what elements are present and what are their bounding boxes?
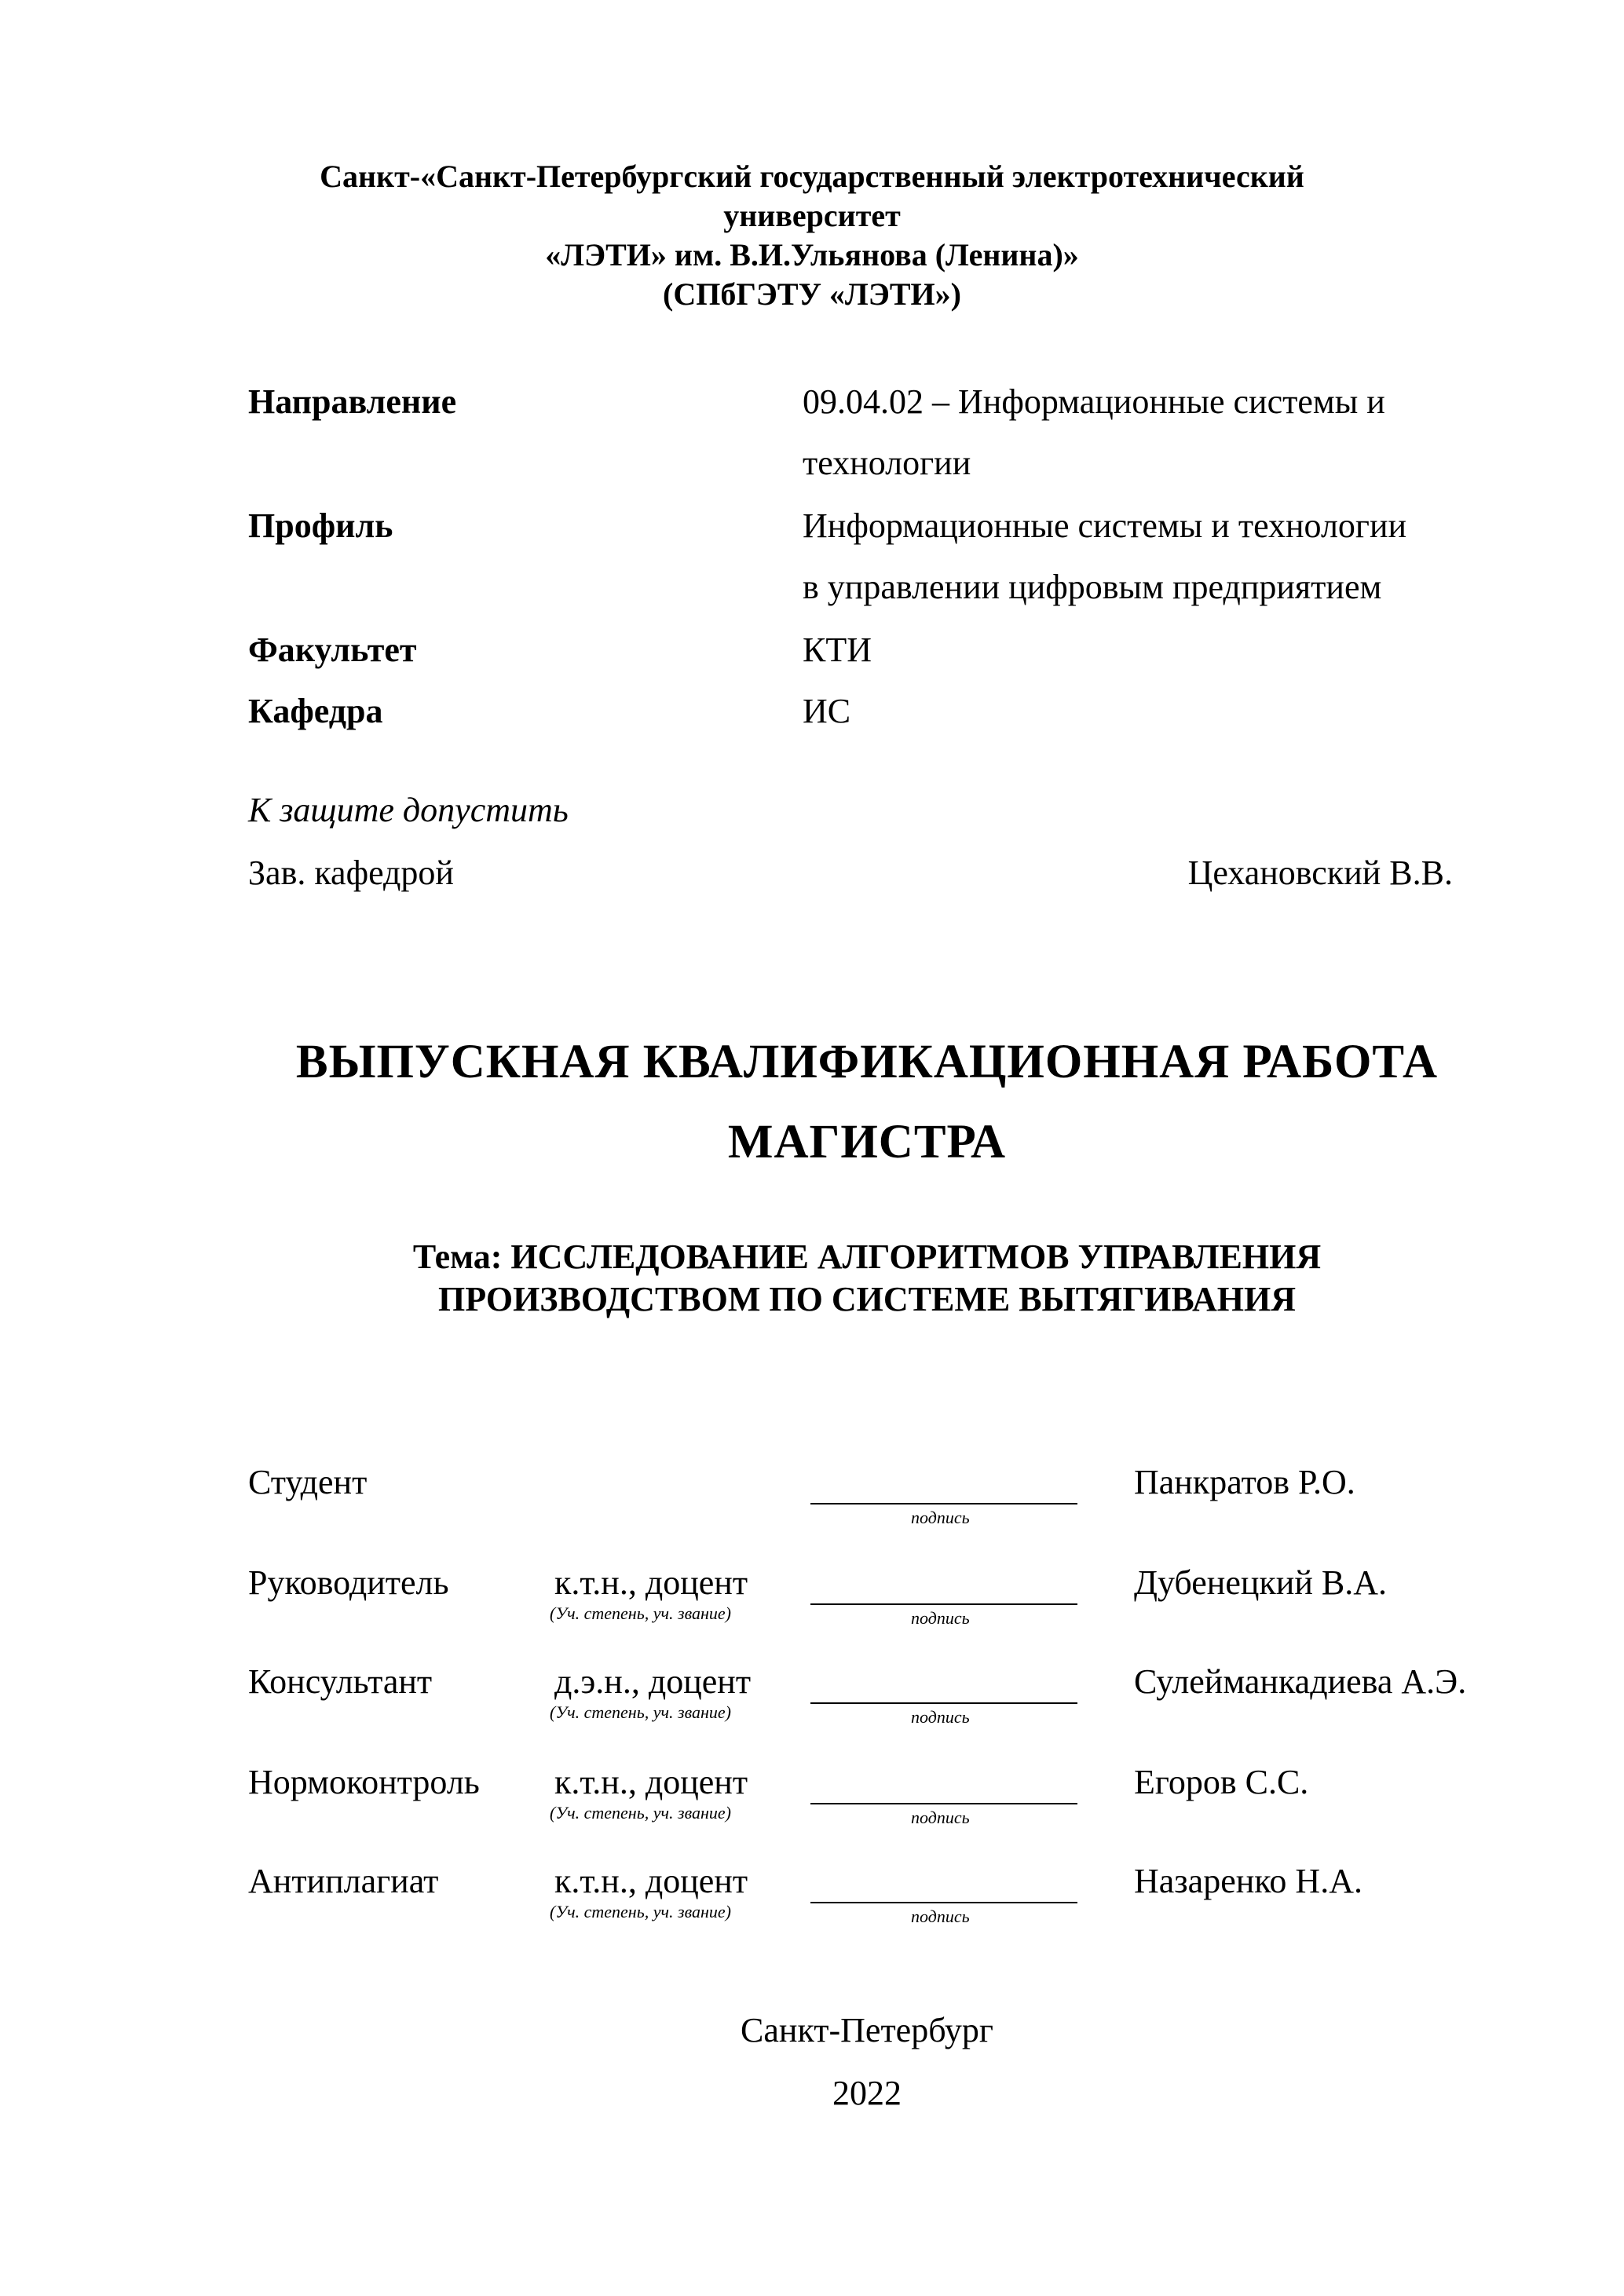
degree-antiplagiarism: к.т.н., доцент xyxy=(554,1862,748,1900)
department-value: ИС xyxy=(803,692,851,730)
header-line-3: «ЛЭТИ» им. В.И.Ульянова (Ленина)» xyxy=(545,237,1079,272)
footer-city: Санкт-Петербург xyxy=(741,2011,993,2049)
header-line-2: университет xyxy=(723,198,901,233)
footer-year: 2022 xyxy=(832,2074,902,2112)
admit-to-defense: К защите допустить xyxy=(248,791,569,829)
degree-supervisor: к.т.н., доцент xyxy=(554,1563,748,1602)
direction-value-2: технологии xyxy=(803,444,971,482)
signature-caption: подпись xyxy=(911,1808,970,1827)
name-student: Панкратов Р.О. xyxy=(1134,1463,1355,1501)
name-norm-control: Егоров С.С. xyxy=(1134,1763,1309,1801)
role-norm-control: Нормоконтроль xyxy=(248,1763,480,1801)
thesis-title-line-1: ВЫПУСКНАЯ КВАЛИФИКАЦИОННАЯ РАБОТА xyxy=(295,1036,1439,1088)
signature-line xyxy=(810,1803,1077,1804)
head-of-department-label: Зав. кафедрой xyxy=(248,854,454,892)
profile-value-1: Информационные системы и технологии xyxy=(803,506,1407,545)
header-line-1: Санкт-«Санкт-Петербургский государственный электротехнический xyxy=(320,159,1304,194)
signature-caption: подпись xyxy=(911,1907,970,1926)
header-line-4: (СПбГЭТУ «ЛЭТИ») xyxy=(663,276,961,312)
degree-norm-control: к.т.н., доцент xyxy=(554,1763,748,1801)
degree-caption: (Уч. степень, уч. звание) xyxy=(550,1803,731,1823)
role-supervisor: Руководитель xyxy=(248,1563,449,1602)
name-supervisor: Дубенецкий В.А. xyxy=(1134,1563,1387,1602)
department-label: Кафедра xyxy=(248,692,383,730)
faculty-value: КТИ xyxy=(803,631,872,669)
degree-caption: (Уч. степень, уч. звание) xyxy=(550,1702,731,1722)
degree-caption: (Уч. степень, уч. звание) xyxy=(550,1603,731,1623)
theme-line-2: ПРОИЗВОДСТВОМ ПО СИСТЕМЕ ВЫТЯГИВАНИЯ xyxy=(438,1280,1296,1318)
profile-label: Профиль xyxy=(248,506,393,545)
signature-caption: подпись xyxy=(911,1707,970,1727)
theme-line-1: Тема: ИССЛЕДОВАНИЕ АЛГОРИТМОВ УПРАВЛЕНИЯ xyxy=(412,1238,1322,1276)
degree-caption: (Уч. степень, уч. звание) xyxy=(550,1902,731,1921)
signature-caption: подпись xyxy=(911,1508,970,1527)
direction-label: Направление xyxy=(248,382,457,421)
university-header xyxy=(0,157,1624,314)
name-consultant: Сулейманкадиева А.Э. xyxy=(1134,1662,1467,1701)
role-antiplagiarism: Антиплагиат xyxy=(248,1862,439,1900)
degree-consultant: д.э.н., доцент xyxy=(554,1662,752,1701)
name-antiplagiarism: Назаренко Н.А. xyxy=(1134,1862,1362,1900)
signature-caption: подпись xyxy=(911,1608,970,1628)
signature-line xyxy=(810,1702,1077,1704)
profile-value-2: в управлении цифровым предприятием xyxy=(803,568,1382,606)
signature-line xyxy=(810,1902,1077,1903)
signature-line xyxy=(810,1503,1077,1504)
direction-value-1: 09.04.02 – Информационные системы и xyxy=(803,382,1385,421)
role-consultant: Консультант xyxy=(248,1662,433,1701)
thesis-theme xyxy=(0,1236,1624,1321)
thesis-title-line-2: МАГИСТРА xyxy=(727,1116,1007,1168)
role-student: Студент xyxy=(248,1463,368,1501)
head-of-department-name: Цехановский В.В. xyxy=(1187,854,1453,892)
signature-line xyxy=(810,1603,1077,1605)
faculty-label: Факультет xyxy=(248,631,417,669)
